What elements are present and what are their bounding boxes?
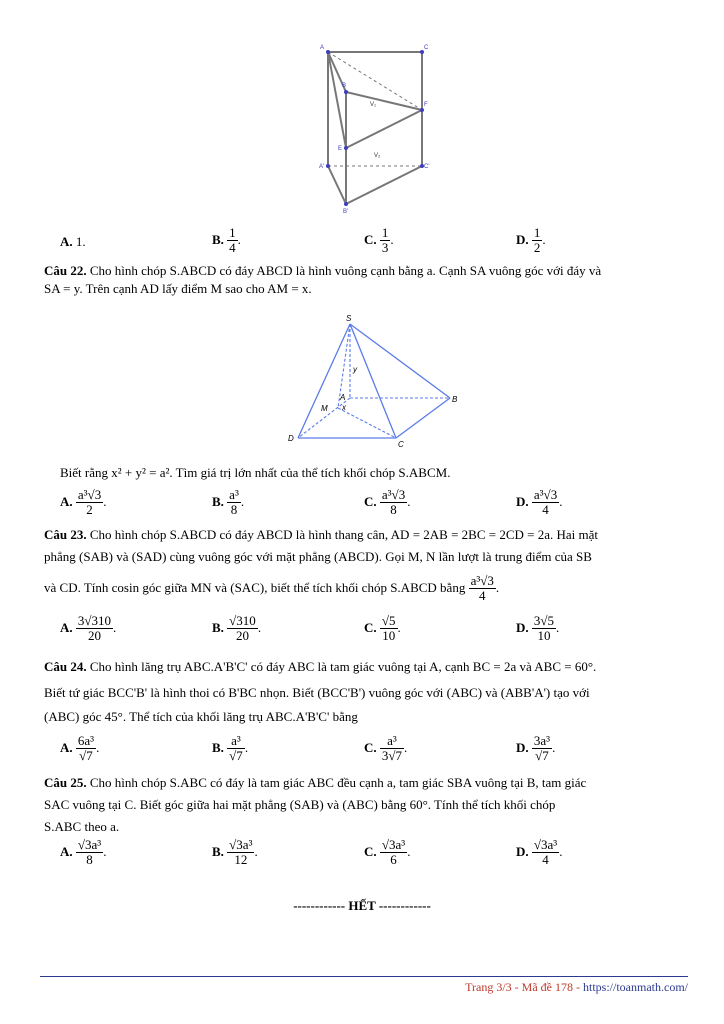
fig2-label-s: S	[346, 314, 352, 323]
q23-option-a: A. $\frac{3√310}{20}$ .	[60, 613, 117, 644]
q21-option-b: B. $\frac{1}{4}$ .	[212, 225, 241, 256]
pyramid-figure	[282, 310, 462, 452]
fig1-label-f: F	[424, 102, 428, 108]
q24-option-c: C. $\frac{\text{a³}}{3√7}$ .	[364, 733, 408, 764]
footer-site-link[interactable]: https://toanmath.com/	[583, 980, 688, 994]
q22-line1: Câu 22. Cho hình chóp S.ABCD có đáy ABCD là hình vuông cạnh bằng a. Cạnh SA vuông góc với đáy và	[44, 263, 602, 278]
end-marker: ------------ HẾT ------------	[293, 898, 431, 913]
fig1-label-v1: V₁	[370, 102, 377, 108]
q25-option-c: C. $\frac{\text{√3a³}}{6}$ .	[364, 837, 411, 868]
q22-option-d: D. $\frac{\text{a³√3}}{4}$ .	[516, 487, 563, 518]
q25-option-b: B. $\frac{\text{√3a³}}{12}$ .	[212, 837, 258, 868]
fig1-label-v2: V₂	[374, 153, 381, 159]
q22-option-a: A. $\frac{\text{a³√3}}{2}$ .	[60, 487, 107, 518]
q21-option-c: C. $\frac{1}{3}$ .	[364, 225, 394, 256]
fig2-label-a: A	[340, 393, 346, 402]
fig2-label-x: x	[342, 403, 346, 412]
q25-line3: S.ABC theo a.	[44, 819, 120, 834]
q23-option-c: C. $\frac{√5}{10}$ .	[364, 613, 401, 644]
q21-option-d: D. $\frac{1}{2}$ .	[516, 225, 546, 256]
fig2-label-b: B	[452, 395, 458, 404]
fig2-label-c: C	[398, 440, 404, 449]
q24-line3: (ABC) góc 45°. Thể tích của khối lăng trụ ABC.A'B'C' bằng	[44, 709, 358, 724]
q25-option-d: D. $\frac{\text{√3a³}}{4}$ .	[516, 837, 563, 868]
fig1-label-a: A	[320, 45, 325, 51]
q23-line1: Câu 23. Cho hình chóp S.ABCD có đáy ABCD là hình thang cân, AD = 2AB = 2BC = 2CD = 2a. Hai mặt	[44, 527, 599, 542]
q23-line3: và CD. Tính cosin góc giữa MN và (SAC), biết thể tích khối chóp S.ABCD bằng $\frac{\text{a³√3}}{4}$ .	[44, 573, 500, 604]
q21-option-a: A. 1.	[60, 234, 86, 249]
q23-option-d: D. $\frac{3√5}{10}$ .	[516, 613, 560, 644]
footer-divider	[40, 976, 688, 977]
q22-option-b: B. $\frac{\text{a³}}{8}$ .	[212, 487, 245, 518]
fig1-label-b2: B'	[343, 209, 349, 215]
q24-option-d: D. $\frac{\text{3a³}}{√7}$ .	[516, 733, 556, 764]
q24-line2: Biết tứ giác BCC'B' là hình thoi có B'BC nhọn. Biết (BCC'B') vuông góc với (ABC) và (ABB'A') tạo với	[44, 685, 590, 700]
q24-line1: Câu 24. Cho hình lăng trụ ABC.A'B'C' có đáy ABC là tam giác vuông tại A, cạnh BC = 2a và ABC = 60°.	[44, 659, 597, 674]
q25-option-a: A. $\frac{\text{√3a³}}{8}$ .	[60, 837, 107, 868]
fig1-label-a2: A'	[319, 164, 325, 170]
q25-line1: Câu 25. Cho hình chóp S.ABC có đáy là tam giác ABC đều cạnh a, tam giác SBA vuông tại B, tam giác	[44, 775, 587, 790]
q24-option-b: B. $\frac{\text{a³}}{√7}$ .	[212, 733, 249, 764]
q22-line2: SA = y. Trên cạnh AD lấy điểm M sao cho AM = x.	[44, 281, 312, 296]
fig1-label-c2: C'	[424, 164, 430, 170]
fig2-label-m: M	[321, 404, 328, 413]
footer-page-info: Trang 3/3 - Mã đề 178 -	[465, 980, 583, 994]
page-footer	[465, 980, 688, 995]
fig1-label-e: E	[338, 146, 343, 152]
fig2-label-d: D	[288, 434, 294, 443]
q22-option-c: C. $\frac{\text{a³√3}}{8}$ .	[364, 487, 411, 518]
fig2-label-y: y	[353, 365, 357, 374]
q24-option-a: A. $\frac{\text{6a³}}{√7}$ .	[60, 733, 100, 764]
prism-figure	[310, 40, 440, 220]
fig1-label-c: C	[424, 45, 429, 51]
q25-line2: SAC vuông tại C. Biết góc giữa hai mặt phẳng (SAB) và (ABC) bằng 60°. Tính thể tích khối chóp	[44, 797, 556, 812]
q22-line3: Biết rằng x² + y² = a². Tìm giá trị lớn nhất của thể tích khối chóp S.ABCM.	[60, 465, 451, 480]
q23-option-b: B. $\frac{√310}{20}$ .	[212, 613, 262, 644]
fig1-label-b: B	[342, 83, 347, 89]
q23-line2: phẳng (SAB) và (SAD) cùng vuông góc với mặt phẳng (ABCD). Gọi M, N lần lượt là trung điểm của SB	[44, 549, 592, 564]
